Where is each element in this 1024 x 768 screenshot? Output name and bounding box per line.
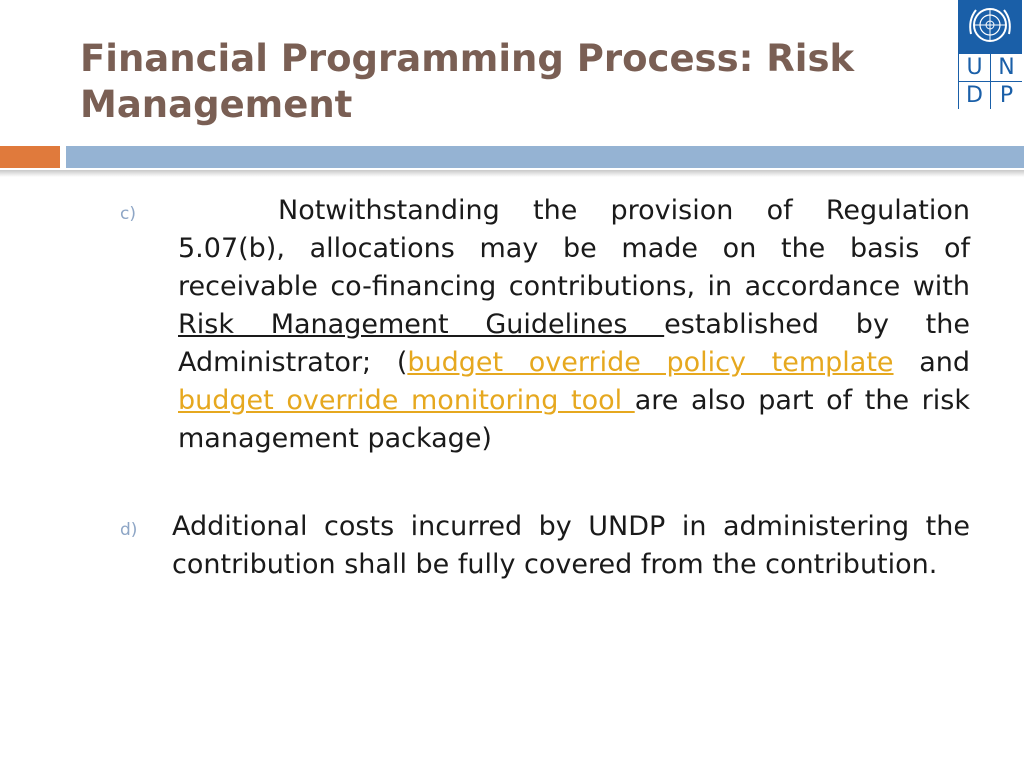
logo-letter-p: P — [991, 82, 1022, 109]
list-item-d: Additional costs incurred by UNDP in administering the contribution shall be fully covered from the contribution. — [172, 511, 970, 580]
accent-bar-blue — [66, 146, 1024, 168]
item-c-text-part2: established by the Administrator; ( — [178, 309, 970, 378]
page-title: Financial Programming Process: Risk Management — [80, 37, 855, 126]
list-marker-c: c) — [120, 204, 136, 224]
item-c-text-part4: are also part of the risk management package) — [178, 385, 970, 454]
accent-bar-orange — [0, 146, 60, 168]
item-c-text-part3: and — [893, 347, 970, 378]
logo-letter-u: U — [959, 54, 990, 81]
list-item-c — [178, 192, 970, 458]
accent-bar-shadow — [0, 170, 1024, 177]
undp-logo — [958, 0, 1022, 109]
logo-letter-n: N — [991, 54, 1022, 81]
risk-management-guidelines-link[interactable]: Risk Management Guidelines — [178, 309, 665, 340]
budget-override-policy-template-link[interactable]: budget override policy template — [407, 347, 894, 378]
logo-letter-d: D — [959, 82, 990, 109]
item-c-text-part1: Notwithstanding the provision of Regulation 5.07(b), allocations may be made on the basis of receivable co-financing contributions, in accordance with — [178, 195, 970, 302]
un-emblem-icon — [958, 0, 1022, 52]
budget-override-monitoring-tool-link[interactable]: budget override monitoring tool — [178, 385, 635, 416]
list-marker-d: d) — [120, 520, 138, 540]
